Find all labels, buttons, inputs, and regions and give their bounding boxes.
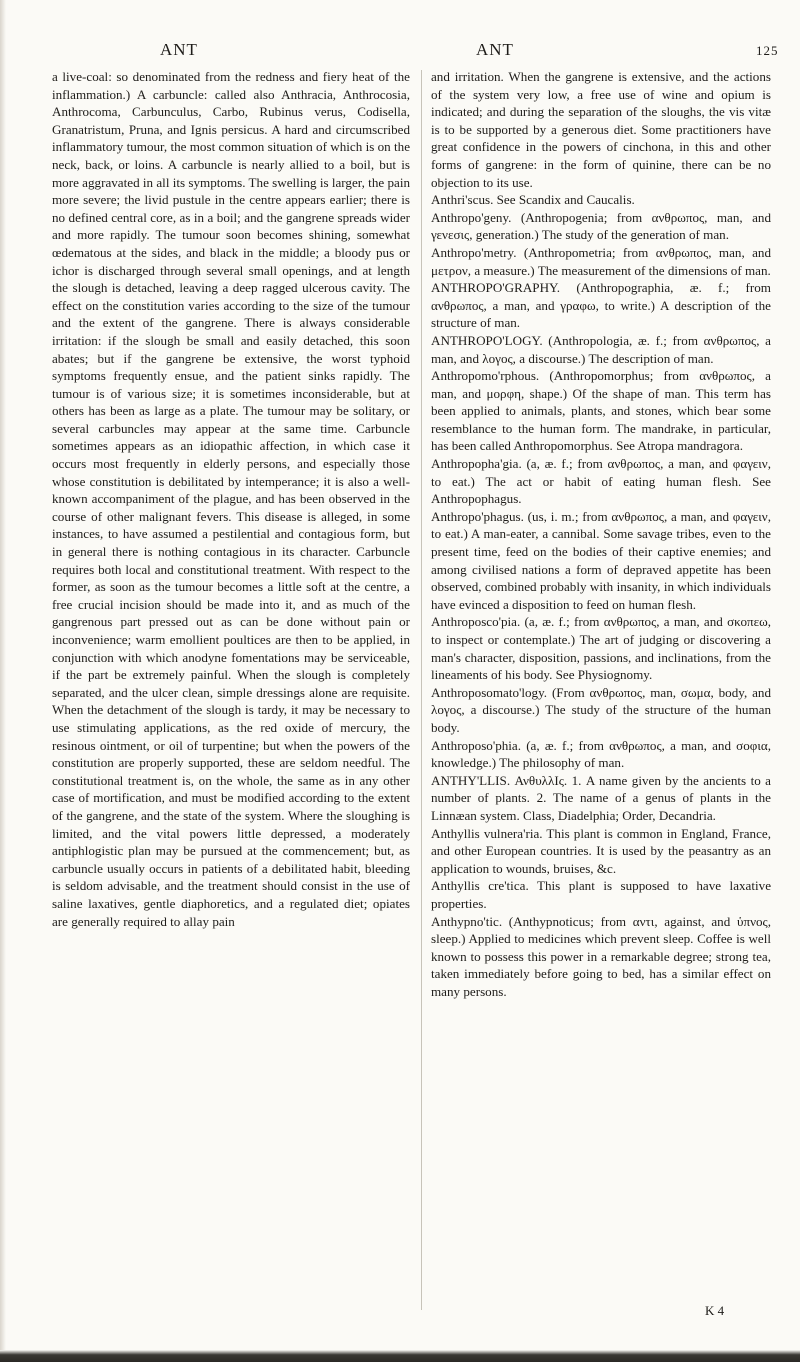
entry-anthypnotic: Anthypno'tic. (Anthypnoticus; from αντι, against, and ὑπνος, sleep.) Applied to medicines which prevent sleep. Coffee is well known to possess this power in a remarkable degree; strong tea, taken immediately before going to bed, has a similar effect on many persons. xyxy=(431,913,771,999)
right-column xyxy=(431,68,771,1000)
entry-anthyllis-cretica: Anthyllis cre'tica. This plant is supposed to have laxative properties. xyxy=(431,878,771,911)
signature-mark: K 4 xyxy=(705,1303,725,1318)
entry-anthropophagus: Anthropo'phagus. (us, i. m.; from ανθρωπος, a man, and φαγειν, to eat.) A man-eater, a cannibal. Some savage tribes, even to the present time, feed on the bodies of their captive enemies; and among civilised nations a form of depraved appetite has been observed, combined probably with insanity, in which individuals have evinced a disposition to feed on human flesh. xyxy=(431,508,771,612)
entry-anthroposomatology: Anthroposomato'logy. (From ανθρωπος, man, σωμα, body, and λογος, a discourse.) The study of the structure of the human body. xyxy=(431,684,771,735)
entry-anthropography: ANTHROPO'GRAPHY. (Anthropographia, æ. f.; from ανθρωπος, a man, and γραφω, to write.) A description of the structure of man. xyxy=(431,280,771,331)
header-left-guideword: ANT xyxy=(160,40,198,59)
entry-anthroposcopia: Anthroposco'pia. (a, æ. f.; from ανθρωπος, a man, and σκοπεω, to inspect or contemplate.) The art of judging or discovering a man's character, disposition, passions, and inclinations, from the lineaments of his body. See Physiognomy. xyxy=(431,614,771,683)
entry-continuation: and irritation. When the gangrene is extensive, and the actions of the system very low, a free use of wine and opium is indicated; and during the separation of the sloughs, the vis vitæ is to be supported by a generous diet. Some practitioners have great confidence in the powers of cinchona, in this and other forms of gangrene: in the form of quinine, there can be no objection to its use. xyxy=(431,69,771,190)
left-column-text: a live-coal: so denominated from the redness and fiery heat of the inflammation.) A carbuncle: called also Anthracia, Anthrocosia, Anthrocoma, Carbunculus, Carbo, Rubinus verus, Codisella, Granatristum, Pruna, and Ignis persicus. A hard and circumscribed inflammatory tumour, the most common situation of which is on the neck, back, or loins. A carbuncle is nearly allied to a boil, but is more aggravated in all its symptoms. The swelling is larger, the pain more severe; the livid pustule in the centre appears earlier; there is no defined central core, as in a boil; and the gangrene spreads wider and more rapidly. The tumour soon becomes shining, somewhat œdematous at the sides, and black in the middle; a bloody pus or ichor is discharged through several small openings, and at length the slough is detached, leaving a deep ragged ulcerous cavity. The effect on the constitution varies according to the size of the tumour and the extent of the gangrene. There is always considerable irritation: if the slough be small and easily detached, this soon abates; but if the gangrene be extensive, the worst typhoid symptoms frequently ensue, and the patient sinks rapidly. The tumour is of various size; it is sometimes inconsiderable, but at others has been as large as a plate. The tumour may be solitary, or several carbuncles may appear at the same time. Carbuncle sometimes appears as an idiopathic affection, in which case it occurs most frequently in elderly persons, and especially those whose constitution is debilitated by intemperance; it is also a well-known accompaniment of the plague, and has been observed in the course of other malignant fevers. This disease is alleged, in some instances, to have assumed a pestilential and contagious form, but in general there is nothing contagious in its character. Carbuncle requires both local and constitutional treatment. With respect to the former, as soon as the tumour becomes a little soft at the centre, a free crucial incision should be made into it, and as much of the gangrenous part pressed out as can be done without pain or inconvenience; warm emollient poultices are then to be applied, in conjunction with which anodyne fomentations may be serviceable, if the part be extremely painful. When the slough is completely separated, and the ulcer clean, simple dressings alone are requisite. When the detachment of the slough is tardy, it may be necessary to use stimulating applications, as the red oxide of mercury, the resinous ointment, or oil of turpentine; but when the powers of the constitution are properly supported, these are seldom needful. The constitutional treatment is, on the whole, the same as in any other case of mortification, and must be modified according to the extent of the gangrene, and the state of the system. Where the sloughing is limited, and the vital powers little depressed, a moderately antiphlogistic plan may be pursued at the commencement; but, as carbuncle usually occurs in patients of a debilitated habit, bleeding is seldom advisable, and the treatment should consist in the use of saline laxatives, gentle diaphoretics, and a regulated diet; opiates are generally required to allay pain xyxy=(52,69,410,929)
entry-anthyllis: ANTHY'LLIS. ΑνθυλλΙς. 1. A name given by the ancients to a number of plants. 2. The name of a genus of plants in the Linnæan system. Class, Diadelphia; Order, Decandria. xyxy=(431,772,771,823)
entry-anthropology: ANTHROPO'LOGY. (Anthropologia, æ. f.; from ανθρωπος, a man, and λογος, a discourse.) The description of man. xyxy=(431,332,771,366)
entry-anthroposophia: Anthroposo'phia. (a, æ. f.; from ανθρωπος, a man, and σοφια, knowledge.) The philosophy of man. xyxy=(431,737,771,771)
header-right-guideword: ANT xyxy=(476,40,514,59)
scan-bottom-edge xyxy=(0,1350,800,1362)
entry-anthropogeny: Anthropo'geny. (Anthropogenia; from ανθρωπος, man, and γενεσις, generation.) The study of the generation of man. xyxy=(431,209,771,243)
entry-anthropophagia: Anthropopha'gia. (a, æ. f.; from ανθρωπος, a man, and φαγειν, to eat.) The act or habit of eating human flesh. See Anthropophagus. xyxy=(431,456,771,507)
column-divider xyxy=(421,70,422,1310)
left-column xyxy=(52,68,410,930)
page-number: 125 xyxy=(756,43,779,58)
entry-anthropometry: Anthropo'metry. (Anthropometria; from ανθρωπος, man, and μετρον, a measure.) The measurement of the dimensions of man. xyxy=(431,244,771,278)
page-edge-shadow xyxy=(0,0,6,1362)
running-header xyxy=(0,40,800,68)
entry-anthriscus: Anthri'scus. See Scandix and Caucalis. xyxy=(431,192,635,208)
entry-anthyllis-vulneraria: Anthyllis vulnera'ria. This plant is common in England, France, and other European countries. It is used by the peasantry as an application to wounds, bruises, &c. xyxy=(431,825,771,876)
entry-anthropomorphous: Anthropomo'rphous. (Anthropomorphus; from ανθρωπος, a man, and μορφη, shape.) Of the shape of man. This term has been applied to animals, plants, and stones, which bear some resemblance to the human form. The mandrake, in particular, has been called Anthropomorphus. See Atropa mandragora. xyxy=(431,368,771,454)
